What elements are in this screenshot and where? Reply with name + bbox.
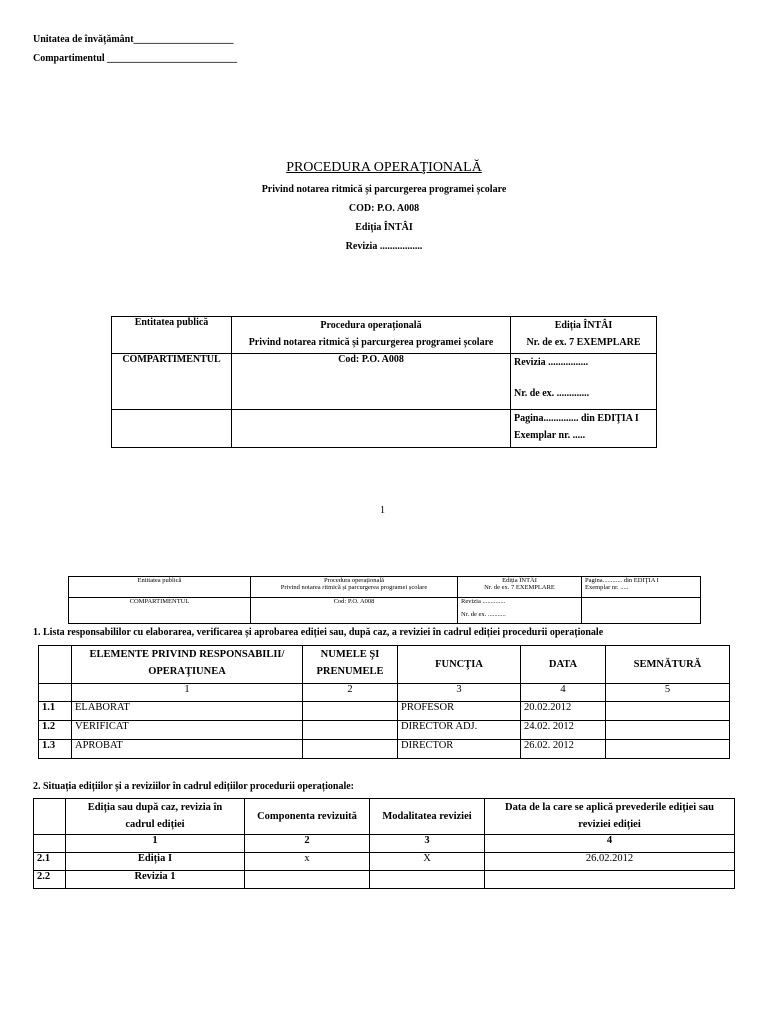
revision-label: Revizia ................	[514, 357, 589, 368]
row-edition: Revizia 1	[66, 871, 245, 889]
col-number: 4	[485, 835, 735, 853]
col-function-header: FUNCŢIA	[398, 646, 521, 684]
row-operation: APROBAT	[72, 740, 303, 759]
responsibles-table	[38, 645, 730, 759]
small-edition-label: Ediția ÎNTÂI	[502, 577, 537, 584]
row-apply-date	[485, 871, 735, 889]
col-mode-header: Modalitatea reviziei	[370, 799, 485, 835]
col-apply-date-header-line1: Data de la care se aplică prevederile ediției sau	[505, 802, 714, 813]
compartment-label: Compartimentul __________________________	[33, 53, 238, 64]
editions-table	[33, 798, 735, 889]
unit-label: Unitatea de învățământ____________________	[33, 34, 234, 45]
small-revision-label: Revizia ..............	[461, 598, 506, 605]
cell-revision	[511, 354, 657, 410]
small-cell-revision	[458, 598, 582, 624]
row-index: 2.2	[34, 871, 66, 889]
row-operation: ELABORAT	[72, 702, 303, 721]
row-component: x	[245, 853, 370, 871]
table-row	[39, 702, 730, 721]
col-operation-header-line2: OPERAŢIUNEA	[148, 666, 226, 677]
col-number: 1	[66, 835, 245, 853]
row-function: DIRECTOR	[398, 740, 521, 759]
procedure-label: Procedura operațională	[320, 320, 422, 331]
small-cell-procedure	[251, 577, 458, 598]
row-function: DIRECTOR ADJ.	[398, 721, 521, 740]
col-number: 3	[398, 684, 521, 702]
small-cell-page	[582, 577, 701, 598]
small-page-label: Pagina............ din EDIŢIA I	[585, 577, 659, 584]
col-apply-date-header-line2: reviziei ediției	[578, 819, 641, 830]
document-subtitle: Privind notarea ritmică și parcurgerea programei școlare	[261, 184, 507, 195]
row-index: 1.2	[39, 721, 72, 740]
small-cell-entity: Entitatea publică	[69, 577, 251, 598]
cell-edition	[511, 317, 657, 354]
col-number: 4	[521, 684, 606, 702]
col-name-header	[303, 646, 398, 684]
col-number: 2	[303, 684, 398, 702]
row-date: 26.02. 2012	[521, 740, 606, 759]
col-operation-header-line1: ELEMENTE PRIVIND RESPONSABILII/	[89, 649, 285, 660]
row-index: 1.3	[39, 740, 72, 759]
table-row	[39, 740, 730, 759]
page-label: Pagina.............. din EDIŢIA I	[514, 413, 639, 424]
section-2-heading: 2. Situația edițiilor și a reviziilor în cadrul edițiilor procedurii operaționale:	[33, 781, 355, 792]
table-row	[34, 853, 735, 871]
copies-label: Nr. de ex. 7 EXEMPLARE	[526, 337, 641, 348]
procedure-info-table	[111, 316, 657, 448]
row-edition: Ediția I	[66, 853, 245, 871]
copy-number-label: Exemplar nr. .....	[514, 430, 586, 441]
col-name-header-line1: NUMELE ŞI	[320, 649, 380, 660]
small-copy-number-label: Exemplar nr. .....	[585, 584, 629, 591]
cell-code: Cod: P.O. A008	[232, 354, 511, 410]
document-edition: Ediția ÎNTÂI	[355, 222, 413, 233]
row-apply-date: 26.02.2012	[485, 853, 735, 871]
col-number: 5	[606, 684, 730, 702]
row-index: 1.1	[39, 702, 72, 721]
row-mode	[370, 871, 485, 889]
cell-compartment: COMPARTIMENTUL	[112, 354, 232, 410]
edition-label: Ediția ÎNTÂI	[554, 320, 613, 331]
row-index: 2.1	[34, 853, 66, 871]
col-number: 2	[245, 835, 370, 853]
document-revision: Revizia .................	[345, 241, 423, 252]
copies-number-label: Nr. de ex. .............	[514, 388, 590, 399]
col-apply-date-header	[485, 799, 735, 835]
table-row	[34, 871, 735, 889]
page-number: 1	[380, 505, 385, 516]
col-name-header-line2: PRENUMELE	[316, 666, 384, 677]
col-operation-header	[72, 646, 303, 684]
small-copies-number-label: Nr. de ex. ...........	[461, 611, 506, 618]
row-operation: VERIFICAT	[72, 721, 303, 740]
document-code: COD: P.O. A008	[348, 203, 420, 214]
document-title: PROCEDURA OPERAŢIONALĂ	[286, 160, 482, 175]
row-mode: X	[370, 853, 485, 871]
cell-procedure	[232, 317, 511, 354]
row-date: 24.02. 2012	[521, 721, 606, 740]
page-header-table	[68, 576, 701, 624]
small-procedure-label: Procedura operațională	[323, 577, 385, 584]
row-component	[245, 871, 370, 889]
row-function: PROFESOR	[398, 702, 521, 721]
col-component-header: Componenta revizuită	[245, 799, 370, 835]
col-edition-header	[66, 799, 245, 835]
small-cell-edition	[458, 577, 582, 598]
col-edition-header-line1: Ediția sau după caz, revizia în	[87, 802, 223, 813]
section-1-heading: 1. Lista responsabililor cu elaborarea, verificarea și aprobarea ediției sau, după caz, a reviziei în cadrul ediției procedurii operaționale	[33, 627, 604, 638]
cell-public-entity: Entitatea publică	[112, 317, 232, 354]
procedure-subtitle: Privind notarea ritmică și parcurgerea programei școlare	[248, 337, 494, 348]
col-number: 3	[370, 835, 485, 853]
small-cell-code: Cod: P.O. A008	[251, 598, 458, 624]
table-row	[39, 721, 730, 740]
small-procedure-subtitle: Privind notarea ritmică și parcurgerea programei școlare	[280, 584, 428, 591]
row-date: 20.02.2012	[521, 702, 606, 721]
small-cell-compartment: COMPARTIMENTUL	[69, 598, 251, 624]
col-number: 1	[72, 684, 303, 702]
col-date-header: DATA	[521, 646, 606, 684]
col-signature-header: SEMNĂTURĂ	[606, 646, 730, 684]
col-edition-header-line2: cadrul ediției	[125, 819, 185, 830]
cell-page	[511, 410, 657, 448]
small-copies-label: Nr. de ex. 7 EXEMPLARE	[484, 584, 555, 591]
